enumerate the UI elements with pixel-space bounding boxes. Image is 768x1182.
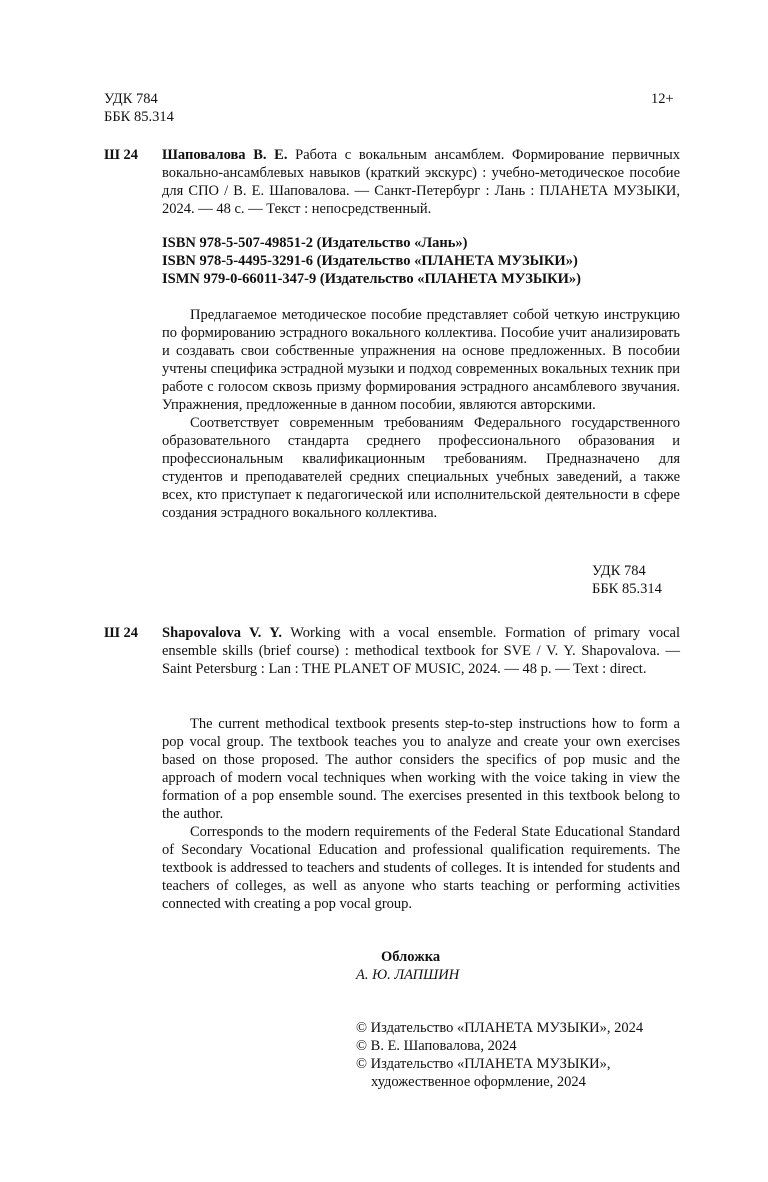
header-classification [104,90,174,126]
ru-author-code: Ш 24 [104,147,139,163]
isbn-planet: ISBN 978-5-4495-3291-6 (Издательство «ПЛАНЕТА МУЗЫКИ») [162,253,578,269]
en-abstract-paragraph: The current methodical textbook presents step-to-step instructions how to form a pop vocal group. The textbook teaches you to analyze and create your own exercises based on those proposed. The author considers the specifics of pop music and the approach of modern vocal techniques when working with the voice taking in view the formation of a pop ensemble sound. The exercises presented in this textbook belong to the author. [162,716,680,822]
isbn-block [162,234,581,288]
classification-udk: УДК 784 [592,563,646,579]
header-bbk: ББК 85.314 [104,109,174,125]
header-udk: УДК 784 [104,91,158,107]
ru-record-description: Работа с вокальным ансамблем. Формирование первичных вокально-ансамблевых навыков (краткий экскурс) : учебно-методическое пособие для СПО / В. Е. Шаповалова. — Санкт-Петербург : Лань : ПЛАНЕТА МУЗЫКИ, 2024. — 48 с. — Текст : непосредственный. [162,147,680,217]
copyright-line: художественное оформление, 2024 [371,1074,586,1090]
ru-abstract-paragraph: Предлагаемое методическое пособие представляет собой четкую инструкцию по формированию эстрадного вокального коллектива. Пособие учит анализировать и создавать свои собственные упражнения на основе предложенных. В пособии учтены специфика эстрадной музыки и подход современных вокальных техник при работе с голосом сквозь призму формирования эстрадного ансамблевого звучания. Упражнения, предложенные в данном пособии, являются авторскими. [162,307,680,413]
en-record-description: Working with a vocal ensemble. Formation of primary vocal ensemble skills (brief course) : methodical textbook for SVE / V. Y. Shapovalova. — Saint Petersburg : Lan : THE PLANET OF MUSIC, 2024. — 48 p. — Text : direct. [162,625,680,677]
isbn-lan: ISBN 978-5-507-49851-2 (Издательство «Лань») [162,235,468,251]
ismn-planet: ISMN 979-0-66011-347-9 (Издательство «ПЛАНЕТА МУЗЫКИ») [162,271,581,287]
cover-credit [340,948,500,984]
classification-block [592,562,662,598]
cover-artist: А. Ю. ЛАПШИН [356,967,460,983]
en-author-code: Ш 24 [104,625,139,641]
en-author-name: Shapovalova V. Y. [162,625,283,641]
copyright-line: © Издательство «ПЛАНЕТА МУЗЫКИ», [356,1056,611,1072]
ru-abstract-paragraph: Соответствует современным требованиям Федерального государственного образовательного стандарта среднего профессионального образования и профессиональным квалификационным требованиям. Предназначено для студентов и преподавателей средних специальных учебных заведений, а также всех, кто приступает к педагогической или исполнительской деятельности в сфере создания эстрадного вокального коллектива. [162,415,680,521]
copyright-line: © Издательство «ПЛАНЕТА МУЗЫКИ», 2024 [356,1020,644,1036]
ru-author-name: Шаповалова В. Е. [162,147,288,163]
en-bibliographic-record [162,624,680,678]
age-rating: 12+ [651,91,674,107]
cover-title: Обложка [381,949,441,965]
copyright-block [356,1019,643,1091]
ru-abstract [162,306,680,522]
copyright-line: © В. Е. Шаповалова, 2024 [356,1038,517,1054]
classification-bbk: ББК 85.314 [592,581,662,597]
en-abstract-paragraph: Corresponds to the modern requirements of the Federal State Educational Standard of Secondary Vocational Education and professional qualification requirements. The textbook is addressed to teachers and students of colleges. It is intended for students and teachers of colleges, as well as anyone who starts teaching or performing activities connected with creating a pop vocal group. [162,824,680,912]
en-abstract [162,715,680,913]
ru-bibliographic-record [162,146,680,218]
